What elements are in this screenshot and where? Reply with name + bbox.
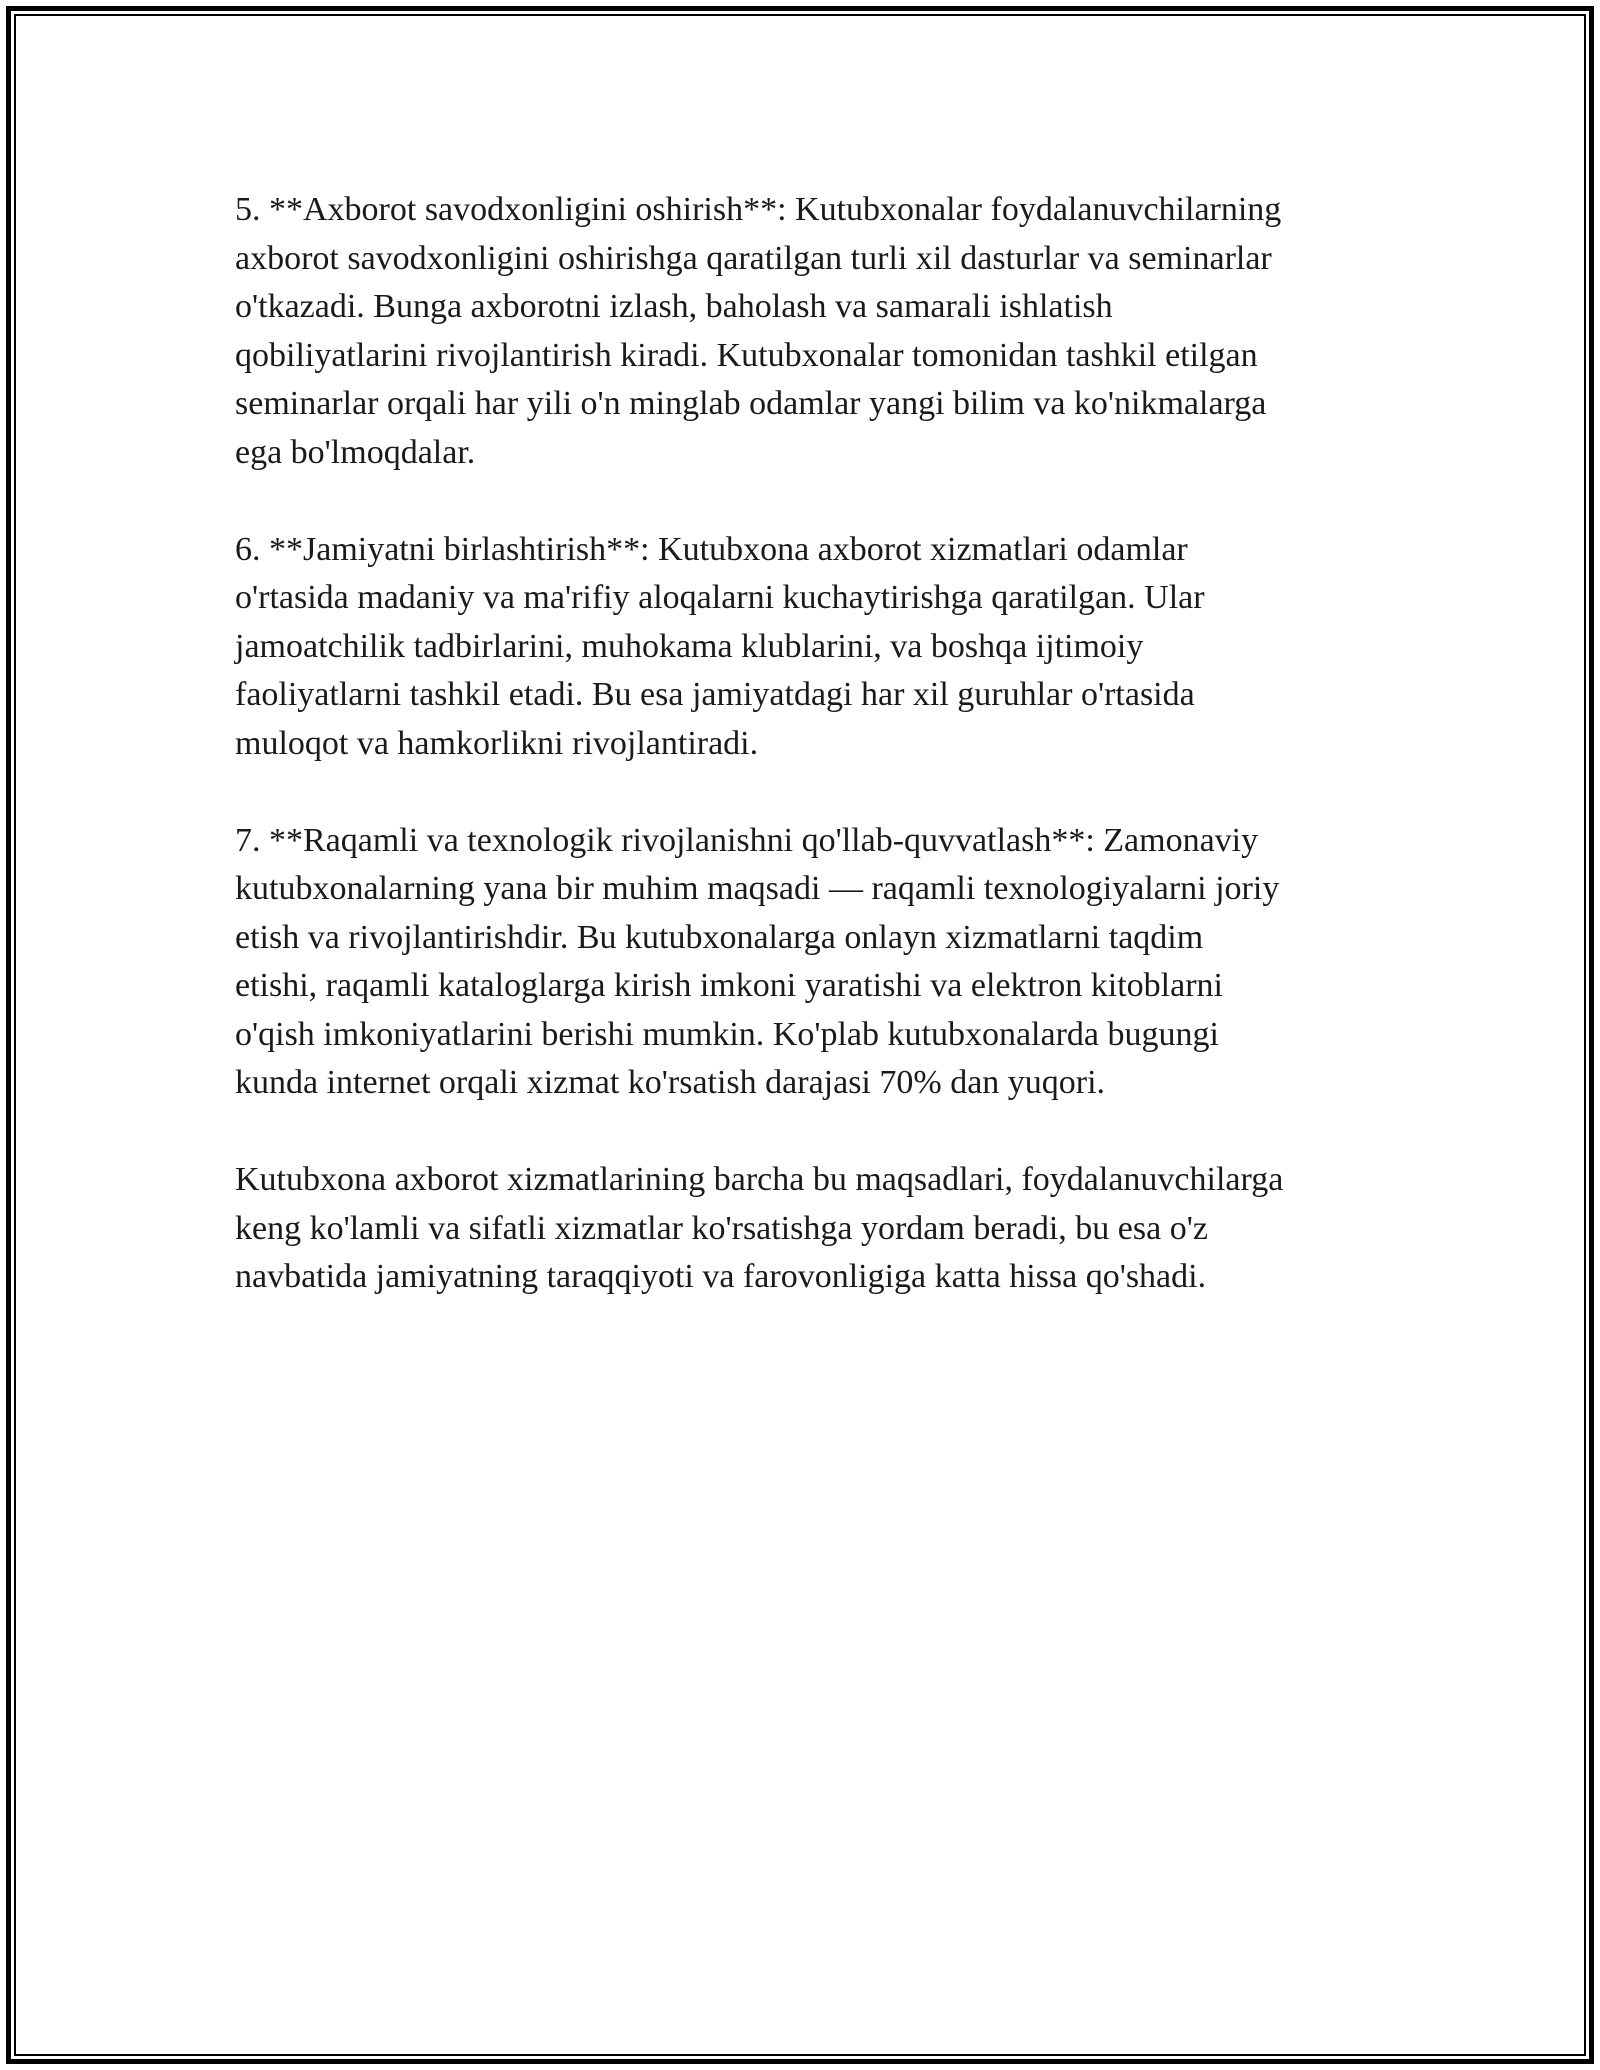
paragraph-community: 6. **Jamiyatni birlashtirish**: Kutubxona axborot xizmatlari odamlar o'rtasida madaniy va ma'rifiy aloqalarni kuchaytirishga qaratilgan. Ular jamoatchilik tadbirlarini, muhokama klublarini, va boshqa ijtimoiy faoliyatlarni tashkil etadi. Bu esa jamiyatdagi har xil guruhlar o'rtasida muloqot va hamkorlikni rivojlantiradi. xyxy=(235,530,1205,762)
paragraph-literacy: 5. **Axborot savodxonligini oshirish**: Kutubxonalar foydalanuvchilarning axborot savodxonligini oshirishga qaratilgan turli xil dasturlar va seminarlar o'tkazadi. Bunga axborotni izlash, baholash va samarali ishlatish qobiliyatlarini rivojlantirish kiradi. Kutubxonalar tomonidan tashkil etilgan seminarlar orqali har yili o'n minglab odamlar yangi bilim va ko'nikmalarga ega bo'lmoqdalar. xyxy=(235,191,1282,471)
paragraph-digital: 7. **Raqamli va texnologik rivojlanishni qo'llab-quvvatlash**: Zamonaviy kutubxonalarning yana bir muhim maqsadi — raqamli texnologiyalarni joriy etish va rivojlantirishdir. Bu kutubxonalarga onlayn xizmatlarni taqdim etishi, raqamli kataloglarga kirish imkoni yaratishi va elektron kitoblarni o'qish imkoniyatlarini berishi mumkin. Ko'plab kutubxonalarda bugungi kunda internet orqali xizmat ko'rsatish darajasi 70% dan yuqori. xyxy=(235,821,1280,1101)
document-body xyxy=(235,186,1385,1350)
paragraph-conclusion: Kutubxona axborot xizmatlarining barcha bu maqsadlari, foydalanuvchilarga keng ko'lamli va sifatli xizmatlar ko'rsatishga yordam beradi, bu esa o'z navbatida jamiyatning taraqqiyoti va farovonligiga katta hissa qo'shadi. xyxy=(235,1161,1284,1295)
